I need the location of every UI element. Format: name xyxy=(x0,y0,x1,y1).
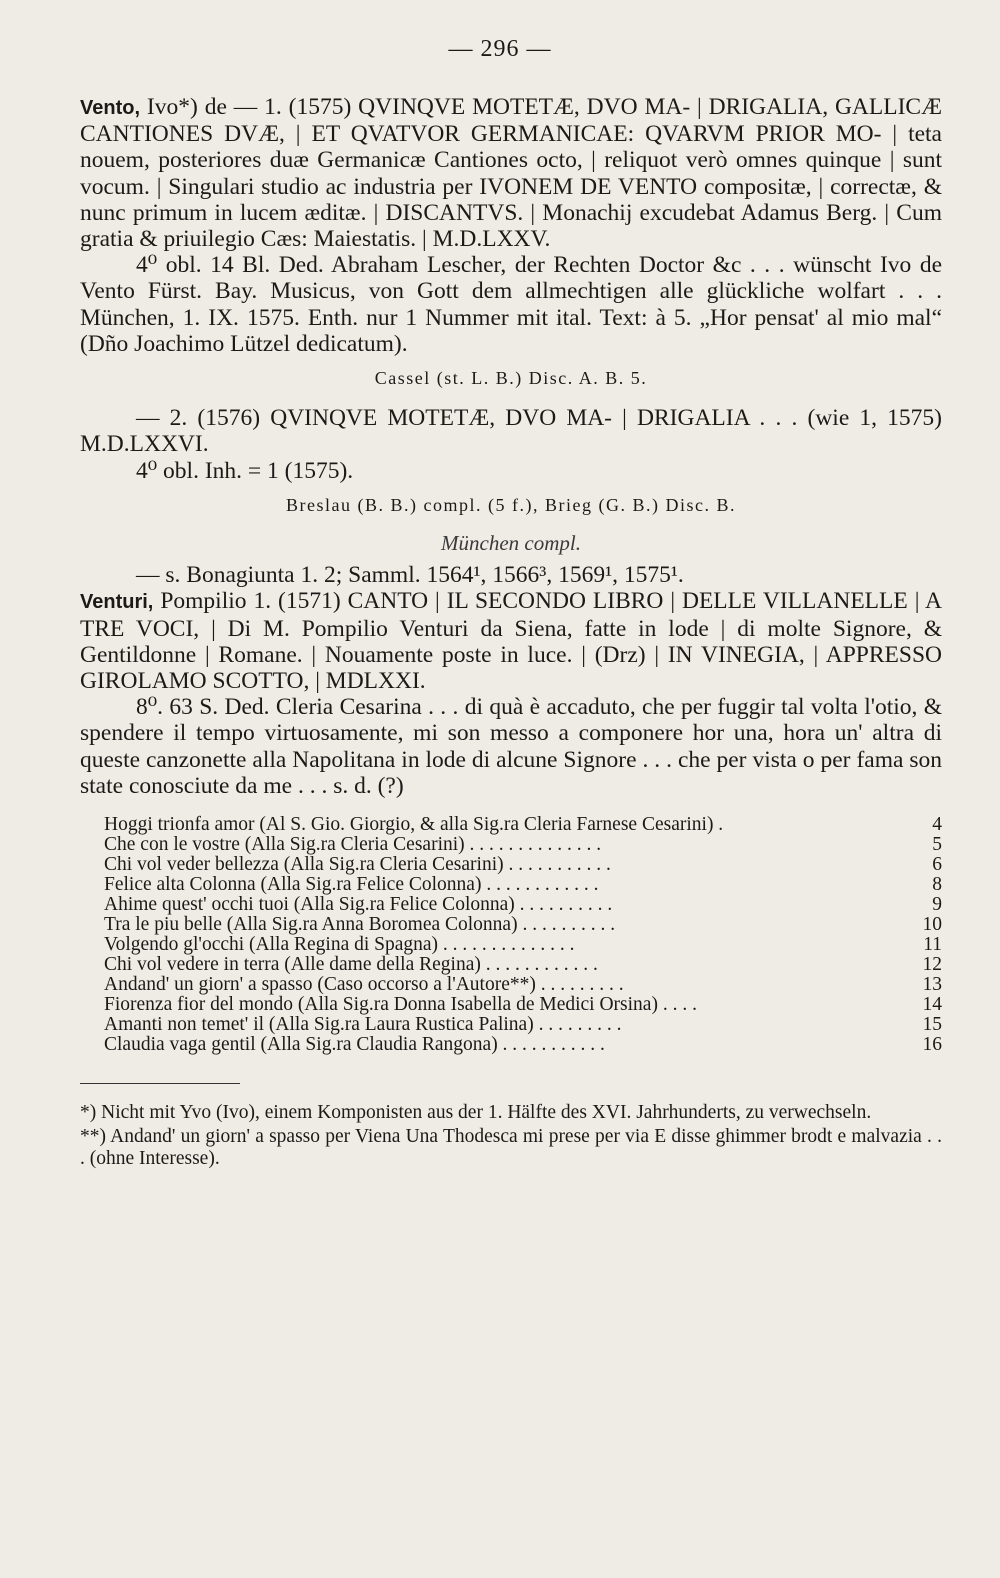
vento-library-location-1: Cassel (st. L. B.) Disc. A. B. 5. xyxy=(374,368,648,389)
song-title: Felice alta Colonna (Alla Sig.ra Felice Colonna) . . . . . . . . . . . . xyxy=(104,874,599,896)
song-page-number: 14 xyxy=(922,994,942,1016)
song-page-number: 13 xyxy=(922,974,942,996)
vento-second-print: — 2. (1576) QVINQVE MOTETÆ, DVO MA- | DRIGALIA . . . (wie 1, 1575) M.D.LXXVI. xyxy=(80,405,942,458)
contents-row xyxy=(80,815,942,835)
composer-name-venturi: Venturi, xyxy=(80,591,154,614)
song-page-number: 15 xyxy=(922,1014,942,1036)
footnotes xyxy=(80,1102,942,1170)
footnote-divider xyxy=(80,1083,240,1084)
song-page-number: 11 xyxy=(923,934,942,956)
song-title: Tra le piu belle (Alla Sig.ra Anna Boromea Colonna) . . . . . . . . . . xyxy=(104,914,616,936)
contents-row xyxy=(80,895,942,915)
song-page-number: 10 xyxy=(922,914,942,936)
vento-second-format: 4⁰ obl. Inh. = 1 (1575). xyxy=(136,457,354,484)
song-page-number: 5 xyxy=(932,834,942,856)
song-page-number: 4 xyxy=(932,814,942,836)
composer-name-vento: Vento, xyxy=(80,97,141,119)
contents-row xyxy=(80,915,942,935)
venturi-entry-title: Venturi, Pompilio 1. (1571) CANTO | IL SECONDO LIBRO | DELLE VILLANELLE | A TRE VOCI, | Di M. Pompilio Venturi da Siena, fatte in lode | di molte Signore, & Gentildonne | Romane. | Nouamente poste in luce. | (Drz) | IN VINEGIA, | APPRESSO GIROLAMO SCOTTO, | MDLXXI. xyxy=(80,588,943,695)
song-page-number: 6 xyxy=(932,854,942,876)
song-page-number: 9 xyxy=(932,894,942,916)
contents-row xyxy=(80,835,942,855)
contents-row xyxy=(80,855,942,875)
footnote-2: **) Andand' un giorn' a spasso per Viena Una Thodesca mi prese per via E disse ghimmer brodt e malvazia . . . (ohne Interesse). xyxy=(80,1126,942,1170)
song-title: Andand' un giorn' a spasso (Caso occorso a l'Autore**) . . . . . . . . . xyxy=(104,974,624,996)
song-page-number: 12 xyxy=(922,954,942,976)
song-title: Hoggi trionfa amor (Al S. Gio. Giorgio, & alla Sig.ra Cleria Farnese Cesarini) . xyxy=(104,814,724,836)
song-page-number: 16 xyxy=(922,1034,942,1056)
footnote-1: *) Nicht mit Yvo (Ivo), einem Komponisten aus der 1. Hälfte des XVI. Jahrhunderts, zu verwechseln. xyxy=(80,1102,872,1124)
song-title: Fiorenza fior del mondo (Alla Sig.ra Donna Isabella de Medici Orsina) . . . . xyxy=(104,994,697,1016)
contents-row xyxy=(80,975,942,995)
handwritten-annotation: München compl. xyxy=(441,531,581,556)
page-number: — 296 — xyxy=(448,36,552,62)
contents-row xyxy=(80,1035,942,1055)
venturi-description: 8⁰. 63 S. Ded. Cleria Cesarina . . . di quà è accaduto, che per fuggir tal volta l'otio, & spendere il tempo virtuosamente, mi son messo a componere hor una, hora un' altra di queste canzonette alla Napolitana in lode di alcune Signore . . . che per vista o per fama son state conosciute da me . . . s. d. (?) xyxy=(80,694,942,799)
catalogue-text xyxy=(80,94,942,1172)
song-title: Ahime quest' occhi tuoi (Alla Sig.ra Felice Colonna) . . . . . . . . . . xyxy=(104,894,613,916)
song-title: Chi vol vedere in terra (Alle dame della Regina) . . . . . . . . . . . . xyxy=(104,954,598,976)
contents-row xyxy=(80,875,942,895)
song-title: Chi vol veder bellezza (Alla Sig.ra Cleria Cesarini) . . . . . . . . . . . xyxy=(104,854,611,876)
vento-library-location-2: Breslau (B. B.) compl. (5 f.), Brieg (G. B.) Disc. B. xyxy=(286,494,736,515)
contents-row xyxy=(80,955,942,975)
contents-row xyxy=(80,935,942,955)
contents-list xyxy=(80,815,942,1055)
vento-cross-reference: — s. Bonagiunta 1. 2; Samml. 1564¹, 1566³, 1569¹, 1575¹. xyxy=(136,562,684,589)
song-title: Che con le vostre (Alla Sig.ra Cleria Cesarini) . . . . . . . . . . . . . . xyxy=(104,834,602,856)
contents-row xyxy=(80,995,942,1015)
vento-entry-title: Vento, Ivo*) de — 1. (1575) QVINQVE MOTETÆ, DVO MA- | DRIGALIA, GALLICÆ CANTIONES DVÆ, | ET QVATVOR GERMANICAE: QVARVM PRIOR MO- | teta nouem, posteriores duæ Germanicæ Cantiones octo, | reliquot verò omnes quinque | sunt vocum. | Singulari studio ac industria per IVONEM DE VENTO compositæ, | correctæ, & nunc primum in lucem æditæ. | DISCANTVS. | Monachij excudebat Adamus Berg. | Cum gratia & priuilegio Cæs: Maiestatis. | M.D.LXXV. xyxy=(80,94,943,253)
song-title: Claudia vaga gentil (Alla Sig.ra Claudia Rangona) . . . . . . . . . . . xyxy=(104,1034,605,1056)
song-page-number: 8 xyxy=(932,874,942,896)
song-title: Volgendo gl'occhi (Alla Regina di Spagna) . . . . . . . . . . . . . . xyxy=(104,934,575,956)
song-title: Amanti non temet' il (Alla Sig.ra Laura Rustica Palina) . . . . . . . . . xyxy=(104,1014,622,1036)
vento-description: 4⁰ obl. 14 Bl. Ded. Abraham Lescher, der Rechten Doctor &c . . . wünscht Ivo de Vento Fürst. Bay. Musicus, von Gott dem allmechtigen alle glückliche wolfart . . . München, 1. IX. 1575. Enth. nur 1 Nummer mit ital. Text: à 5. „Hor pensat' al mio mal“ (Dño Joachimo Lützel dedicatum). xyxy=(80,252,942,357)
contents-row xyxy=(80,1015,942,1035)
